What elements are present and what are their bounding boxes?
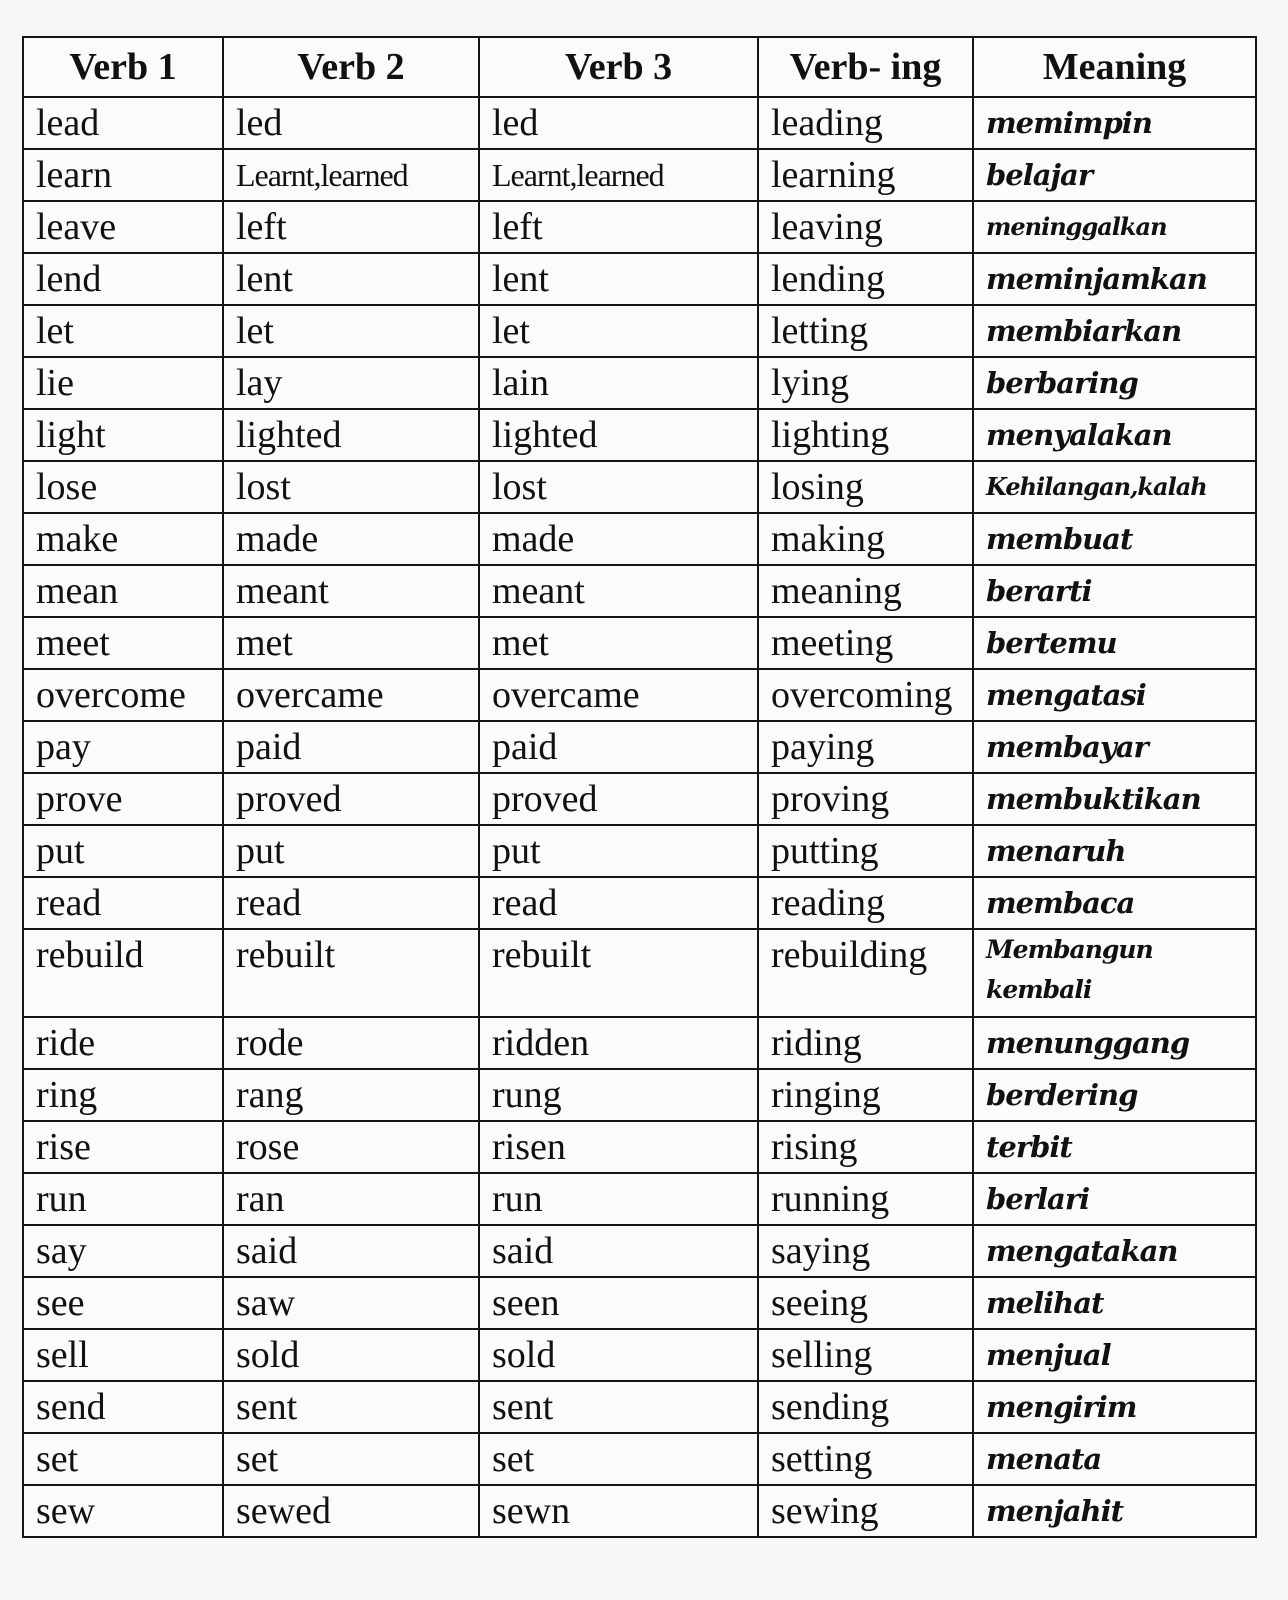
verb2-cell: meant (223, 565, 479, 617)
verb2-cell: proved (223, 773, 479, 825)
verb2-cell: overcame (223, 669, 479, 721)
verb1-cell: lie (23, 357, 223, 409)
verb1-cell: ring (23, 1069, 223, 1121)
verb3-cell: led (479, 97, 758, 149)
verb-ing-cell: paying (758, 721, 973, 773)
verb2-cell: lost (223, 461, 479, 513)
verb1-cell: light (23, 409, 223, 461)
meaning-cell: meminjamkan (973, 253, 1256, 305)
table-row (23, 1069, 1256, 1121)
verb-ing-cell: meaning (758, 565, 973, 617)
verb-ing-cell: overcoming (758, 669, 973, 721)
verb1-cell: lose (23, 461, 223, 513)
table-row (23, 201, 1256, 253)
verb1-cell: read (23, 877, 223, 929)
verb-ing-cell: ringing (758, 1069, 973, 1121)
table-row (23, 409, 1256, 461)
meaning-cell: membuktikan (973, 773, 1256, 825)
verb-ing-cell: reading (758, 877, 973, 929)
meaning-cell: membiarkan (973, 305, 1256, 357)
verb-ing-cell: losing (758, 461, 973, 513)
meaning-cell: mengirim (973, 1381, 1256, 1433)
verb2-cell: rode (223, 1017, 479, 1069)
verb1-cell: pay (23, 721, 223, 773)
meaning-cell: berdering (973, 1069, 1256, 1121)
meaning-cell: mengatakan (973, 1225, 1256, 1277)
verb-ing-cell: letting (758, 305, 973, 357)
verb-ing-cell: proving (758, 773, 973, 825)
header-verb3: Verb 3 (479, 37, 758, 97)
verb3-cell: said (479, 1225, 758, 1277)
verb-ing-cell: putting (758, 825, 973, 877)
table-row (23, 357, 1256, 409)
meaning-cell: menunggang (973, 1017, 1256, 1069)
header-verb-ing: Verb- ing (758, 37, 973, 97)
meaning-cell: berlari (973, 1173, 1256, 1225)
table-row (23, 1381, 1256, 1433)
verb-ing-cell: lighting (758, 409, 973, 461)
verb-ing-cell: meeting (758, 617, 973, 669)
verb-ing-cell: selling (758, 1329, 973, 1381)
table-row (23, 97, 1256, 149)
verb2-cell: let (223, 305, 479, 357)
verb1-cell: sew (23, 1485, 223, 1537)
table-row (23, 617, 1256, 669)
table-row (23, 929, 1256, 1017)
verb1-cell: learn (23, 149, 223, 201)
header-meaning: Meaning (973, 37, 1256, 97)
verb3-cell: rung (479, 1069, 758, 1121)
table-row (23, 513, 1256, 565)
irregular-verbs-table (22, 36, 1257, 1538)
table-row (23, 149, 1256, 201)
meaning-cell: belajar (973, 149, 1256, 201)
meaning-cell: terbit (973, 1121, 1256, 1173)
table-row (23, 253, 1256, 305)
meaning-cell: menata (973, 1433, 1256, 1485)
verb2-cell: led (223, 97, 479, 149)
verb2-cell: read (223, 877, 479, 929)
verb1-cell: set (23, 1433, 223, 1485)
verb1-cell: say (23, 1225, 223, 1277)
verb3-cell: rebuilt (479, 929, 758, 1017)
table-row (23, 669, 1256, 721)
verb3-cell: risen (479, 1121, 758, 1173)
meaning-cell: Membangun kembali (973, 929, 1256, 1017)
header-row (23, 37, 1256, 97)
meaning-cell: melihat (973, 1277, 1256, 1329)
table-row (23, 1485, 1256, 1537)
verb1-cell: run (23, 1173, 223, 1225)
verb2-cell: made (223, 513, 479, 565)
meaning-cell: membaca (973, 877, 1256, 929)
verb-ing-cell: riding (758, 1017, 973, 1069)
table-row (23, 1329, 1256, 1381)
verb1-cell: overcome (23, 669, 223, 721)
verb2-cell: met (223, 617, 479, 669)
verb3-cell: sent (479, 1381, 758, 1433)
verb1-cell: let (23, 305, 223, 357)
verb3-cell: made (479, 513, 758, 565)
header-verb1: Verb 1 (23, 37, 223, 97)
verb-ing-cell: seeing (758, 1277, 973, 1329)
verb-ing-cell: making (758, 513, 973, 565)
verb1-cell: mean (23, 565, 223, 617)
meaning-cell: menjahit (973, 1485, 1256, 1537)
verb3-cell: let (479, 305, 758, 357)
verb-ing-cell: rising (758, 1121, 973, 1173)
verb1-cell: rebuild (23, 929, 223, 1017)
verb2-cell: left (223, 201, 479, 253)
meaning-cell: meninggalkan (973, 201, 1256, 253)
verb1-cell: rise (23, 1121, 223, 1173)
table-row (23, 1277, 1256, 1329)
verb1-cell: lead (23, 97, 223, 149)
verb-ing-cell: rebuilding (758, 929, 973, 1017)
verb3-cell: run (479, 1173, 758, 1225)
verb1-cell: leave (23, 201, 223, 253)
verb2-cell: Learnt,learned (223, 149, 479, 201)
verb3-cell: overcame (479, 669, 758, 721)
verb2-cell: lay (223, 357, 479, 409)
meaning-cell: Kehilangan,kalah (973, 461, 1256, 513)
verb3-cell: lost (479, 461, 758, 513)
table-row (23, 1017, 1256, 1069)
verb3-cell: Learnt,learned (479, 149, 758, 201)
meaning-cell: membuat (973, 513, 1256, 565)
verb-ing-cell: leading (758, 97, 973, 149)
verb2-cell: lent (223, 253, 479, 305)
verb3-cell: ridden (479, 1017, 758, 1069)
verb3-cell: sewn (479, 1485, 758, 1537)
verb3-cell: read (479, 877, 758, 929)
verb-ing-cell: leaving (758, 201, 973, 253)
verb3-cell: seen (479, 1277, 758, 1329)
verb-ing-cell: lending (758, 253, 973, 305)
verb2-cell: sold (223, 1329, 479, 1381)
verb1-cell: put (23, 825, 223, 877)
verb3-cell: lent (479, 253, 758, 305)
verb-ing-cell: saying (758, 1225, 973, 1277)
verb3-cell: put (479, 825, 758, 877)
table-row (23, 877, 1256, 929)
meaning-cell: memimpin (973, 97, 1256, 149)
meaning-cell: berarti (973, 565, 1256, 617)
verb-ing-cell: sewing (758, 1485, 973, 1537)
meaning-cell: berbaring (973, 357, 1256, 409)
table-row (23, 305, 1256, 357)
verb2-cell: rebuilt (223, 929, 479, 1017)
meaning-cell: bertemu (973, 617, 1256, 669)
verb-ing-cell: lying (758, 357, 973, 409)
table-body (23, 97, 1256, 1537)
verb2-cell: set (223, 1433, 479, 1485)
verb2-cell: saw (223, 1277, 479, 1329)
verb3-cell: proved (479, 773, 758, 825)
verb-ing-cell: sending (758, 1381, 973, 1433)
verb2-cell: paid (223, 721, 479, 773)
verb1-cell: ride (23, 1017, 223, 1069)
verb3-cell: left (479, 201, 758, 253)
table-row (23, 461, 1256, 513)
table-row (23, 721, 1256, 773)
table-row (23, 773, 1256, 825)
verb3-cell: lighted (479, 409, 758, 461)
verb1-cell: sell (23, 1329, 223, 1381)
verb1-cell: send (23, 1381, 223, 1433)
verb3-cell: set (479, 1433, 758, 1485)
verb-ing-cell: learning (758, 149, 973, 201)
verb1-cell: lend (23, 253, 223, 305)
verb2-cell: ran (223, 1173, 479, 1225)
verb-ing-cell: setting (758, 1433, 973, 1485)
meaning-cell: mengatasi (973, 669, 1256, 721)
verb2-cell: rose (223, 1121, 479, 1173)
verb2-cell: rang (223, 1069, 479, 1121)
verb2-cell: sewed (223, 1485, 479, 1537)
verb2-cell: put (223, 825, 479, 877)
verb2-cell: lighted (223, 409, 479, 461)
meaning-cell: menaruh (973, 825, 1256, 877)
verb-ing-cell: running (758, 1173, 973, 1225)
table-row (23, 1225, 1256, 1277)
table-row (23, 1433, 1256, 1485)
verb3-cell: meant (479, 565, 758, 617)
table-row (23, 1173, 1256, 1225)
verb2-cell: said (223, 1225, 479, 1277)
meaning-cell: menjual (973, 1329, 1256, 1381)
table-row (23, 825, 1256, 877)
meaning-cell: membayar (973, 721, 1256, 773)
verb1-cell: meet (23, 617, 223, 669)
verb1-cell: make (23, 513, 223, 565)
verb1-cell: see (23, 1277, 223, 1329)
meaning-cell: menyalakan (973, 409, 1256, 461)
verb1-cell: prove (23, 773, 223, 825)
table-row (23, 1121, 1256, 1173)
table-row (23, 565, 1256, 617)
verb2-cell: sent (223, 1381, 479, 1433)
verb3-cell: met (479, 617, 758, 669)
verb3-cell: paid (479, 721, 758, 773)
verb3-cell: lain (479, 357, 758, 409)
verb3-cell: sold (479, 1329, 758, 1381)
header-verb2: Verb 2 (223, 37, 479, 97)
